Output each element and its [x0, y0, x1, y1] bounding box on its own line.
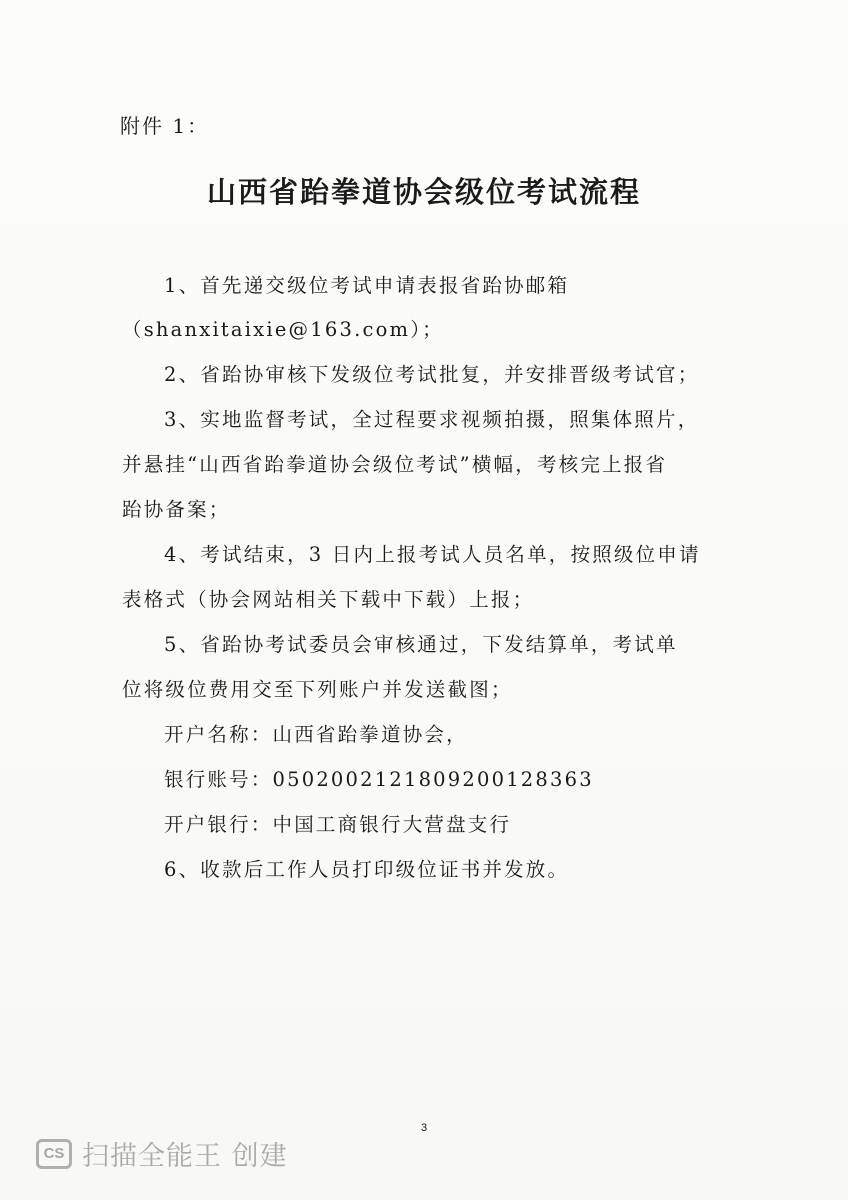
step-5-line-1: 5、省跆协考试委员会审核通过，下发结算单，考试单 [164, 633, 678, 656]
step-3-line-2: 并悬挂“山西省跆拳道协会级位考试”横幅，考核完上报省 [122, 453, 668, 476]
camscanner-logo-icon: CS [36, 1139, 72, 1169]
document-title: 山西省跆拳道协会级位考试流程 [206, 175, 641, 209]
step-1-email: （shanxitaixie@163.com）； [122, 318, 444, 341]
step-6: 6、收款后工作人员打印级位证书并发放。 [164, 858, 570, 881]
step-3-line-3: 跆协备案； [122, 498, 231, 521]
account-number: 银行账号：0502002121809200128363 [164, 768, 594, 791]
step-5-line-2: 位将级位费用交至下列账户并发送截图； [122, 678, 513, 701]
step-4-line-1: 4、考试结束，3 日内上报考试人员名单，按照级位申请 [164, 543, 701, 566]
attachment-label: 附件 1： [120, 114, 210, 138]
step-2: 2、省跆协审核下发级位考试批复，并安排晋级考试官； [164, 363, 700, 386]
account-name: 开户名称：山西省跆拳道协会， [164, 723, 468, 746]
scanner-watermark [36, 1134, 288, 1173]
page-number: 3 [420, 1122, 428, 1134]
step-4-line-2: 表格式（协会网站相关下载中下载）上报； [122, 588, 535, 611]
watermark-text: 扫描全能王 创建 [82, 1141, 288, 1172]
step-1-line-1: 1、首先递交级位考试申请表报省跆协邮箱 [164, 274, 570, 297]
account-bank: 开户银行：中国工商银行大营盘支行 [164, 813, 512, 836]
step-3-line-1: 3、实地监督考试，全过程要求视频拍摄，照集体照片， [164, 408, 700, 431]
